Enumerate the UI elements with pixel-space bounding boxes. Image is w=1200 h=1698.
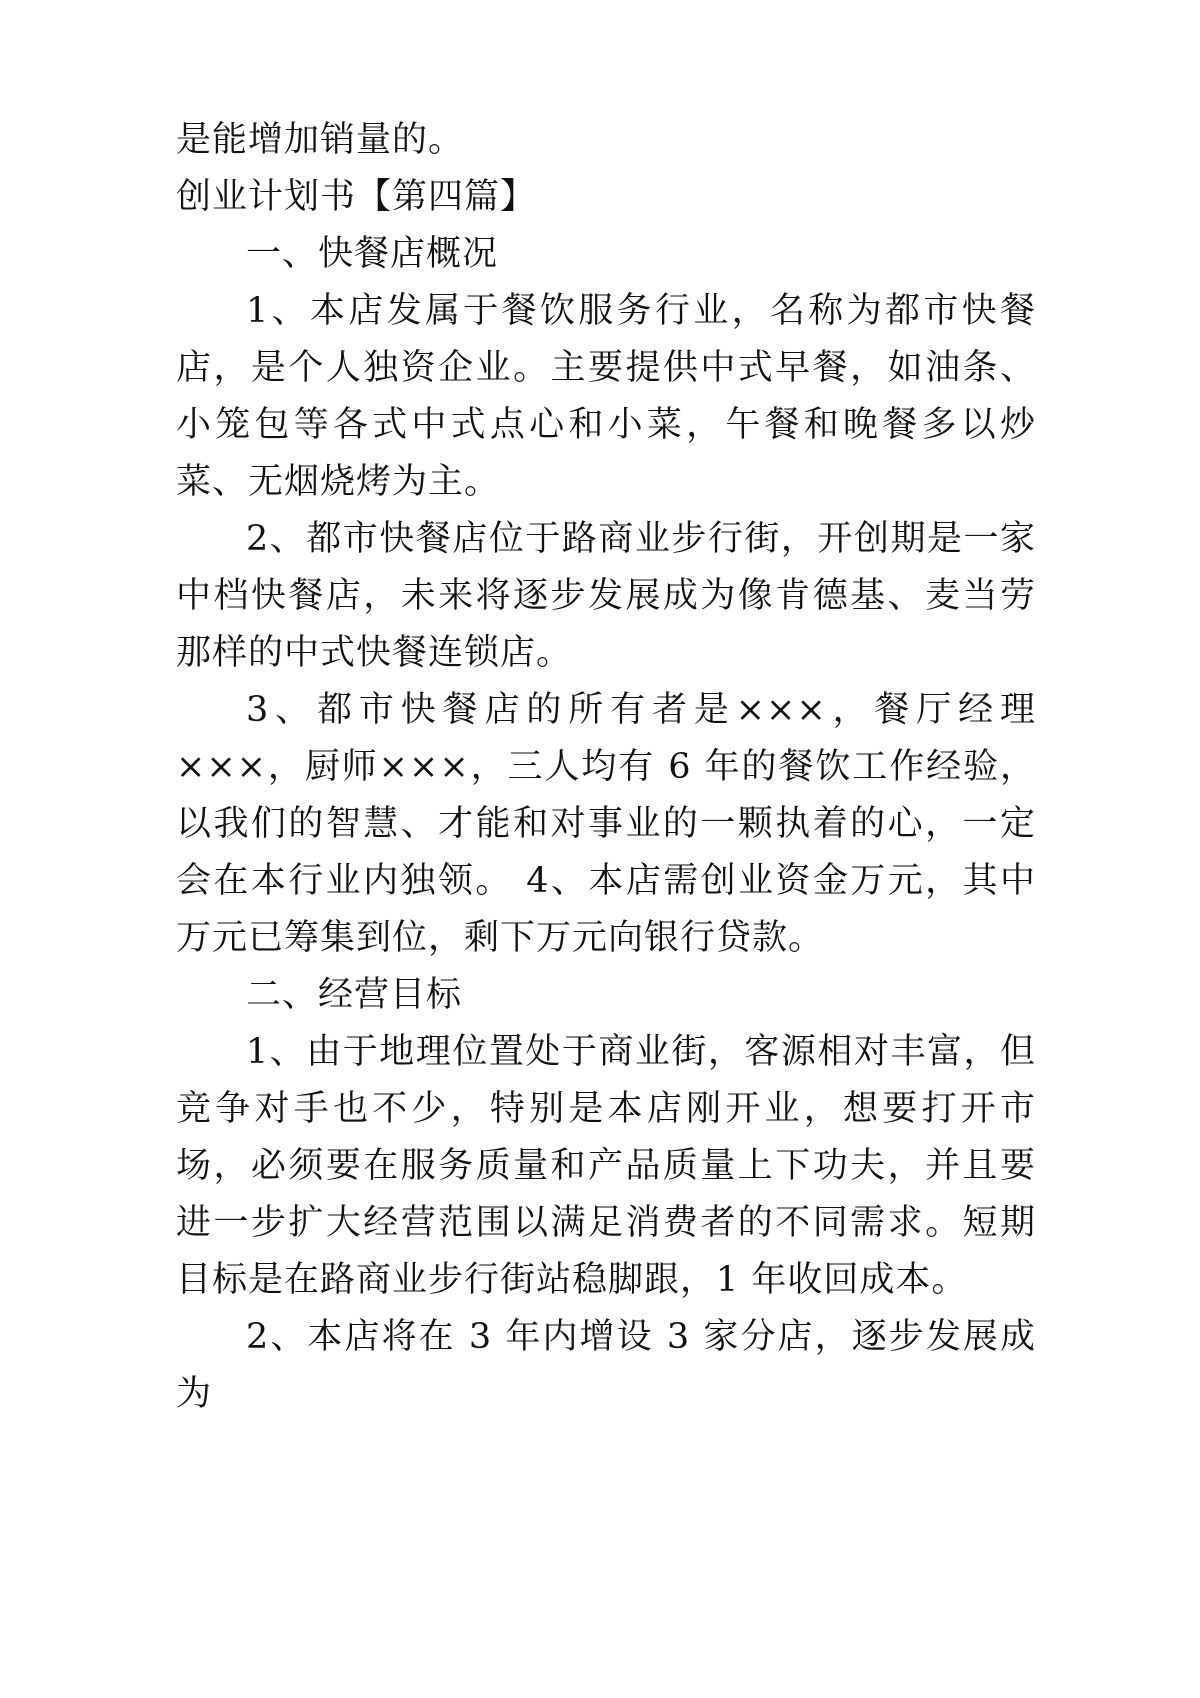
heading-goals: 二、经营目标	[246, 975, 463, 1015]
section-title: 创业计划书【第四篇】	[176, 177, 537, 217]
continuation-text: 是能增加销量的。	[176, 120, 465, 160]
paragraph-2: 2、都市快餐店位于路商业步行街，开创期是一家中档快餐店，未来将逐步发展成为像肯德基、麦当劳那样的中式快餐连锁店。	[176, 519, 1036, 673]
paragraph-3: 3、都市快餐店的所有者是×××，餐厅经理×××，厨师×××，三人均有 6 年的餐饮工作经验，以我们的智慧、才能和对事业的一颗执着的心，一定会在本行业内独领。 4、本店需创业资金万元，其中万元已筹集到位，剩下万元向银行贷款。	[176, 690, 1036, 958]
document-body	[176, 112, 1036, 1423]
paragraph-1: 1、本店发属于餐饮服务行业，名称为都市快餐店，是个人独资企业。主要提供中式早餐，如油条、小笼包等各式中式点心和小菜，午餐和晚餐多以炒菜、无烟烧烤为主。	[176, 291, 1036, 502]
paragraph-5: 2、本店将在 3 年内增设 3 家分店，逐步发展成为	[176, 1317, 1036, 1414]
paragraph-4: 1、由于地理位置处于商业街，客源相对丰富，但竞争对手也不少，特别是本店刚开业，想要打开市场，必须要在服务质量和产品质量上下功夫，并且要进一步扩大经营范围以满足消费者的不同需求。短期目标是在路商业步行街站稳脚跟，1 年收回成本。	[176, 1032, 1036, 1300]
heading-overview: 一、快餐店概况	[246, 234, 499, 274]
